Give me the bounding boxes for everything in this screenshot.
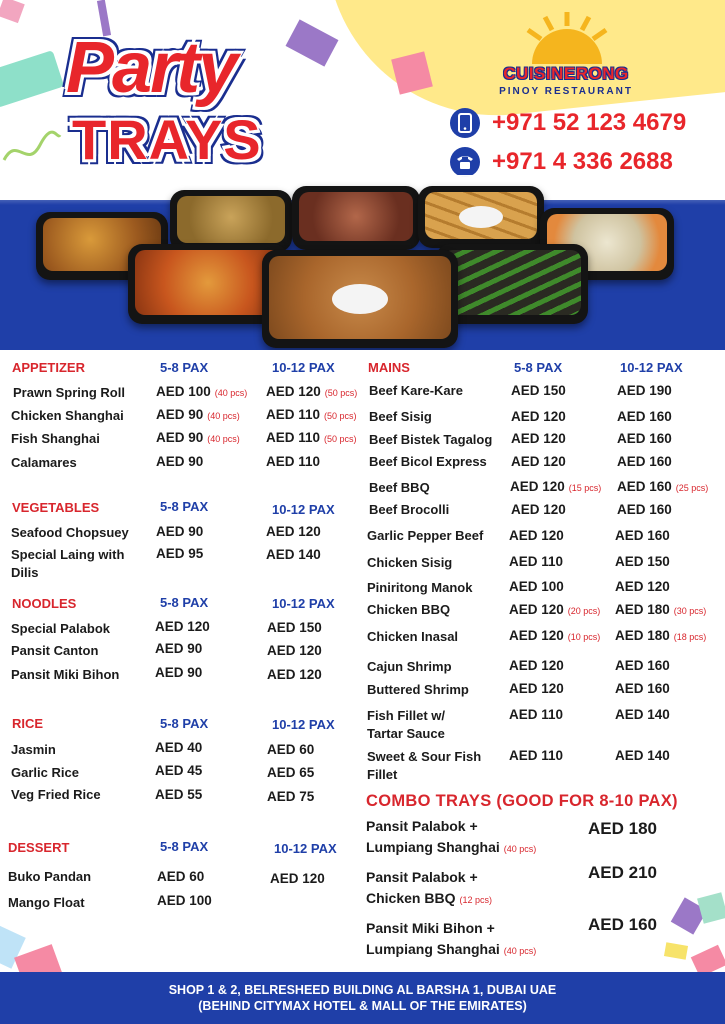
landline-contact	[450, 146, 673, 178]
brand-name: CUISINERONG	[503, 64, 629, 83]
menu-item-price: AED 120	[509, 681, 564, 696]
menu-item-name: Chicken Sisig	[367, 555, 453, 570]
menu-item-price: AED 120	[511, 431, 566, 446]
mobile-phone-icon	[450, 108, 480, 138]
section-title-noodles: NOODLES	[12, 596, 77, 611]
food-tray-image	[436, 244, 588, 324]
menu-item-price: AED 120	[267, 667, 322, 682]
menu-item-name: Pansit Canton	[11, 643, 99, 658]
menu-item-price: AED 90 (40 pcs)	[156, 430, 240, 445]
mobile-phone-number[interactable]: +971 52 123 4679	[492, 109, 687, 136]
menu-item-name: Garlic Rice	[11, 765, 79, 780]
menu-item-name: Beef Bicol Express	[369, 454, 487, 469]
menu-item-name: Garlic Pepper Beef	[367, 528, 484, 543]
pax-header: 10-12 PAX	[272, 596, 335, 611]
menu-item-name: Chicken Inasal	[367, 629, 459, 644]
menu-item-price: AED 90	[156, 524, 204, 539]
menu-item-price: AED 110	[266, 454, 321, 469]
menu-item-name: Beef Bistek Tagalog	[369, 432, 493, 447]
menu-item-price: AED 110	[509, 554, 564, 569]
menu-item-name: Buko Pandan	[8, 869, 92, 884]
menu-item-price: AED 180 (18 pcs)	[615, 628, 707, 643]
menu-item-price: AED 120 (15 pcs)	[510, 479, 602, 494]
section-title-rice: RICE	[12, 716, 44, 731]
menu-item-price: AED 110	[509, 707, 564, 722]
menu-item-name: Seafood Chopsuey	[11, 525, 129, 540]
title-party: Party	[66, 28, 237, 108]
menu-item-price: AED 90	[155, 665, 203, 680]
confetti-decoration	[0, 50, 64, 108]
menu-item-name: Calamares	[11, 455, 77, 470]
menu-item-price: AED 150	[615, 554, 670, 569]
menu-item-price: AED 120 (10 pcs)	[509, 628, 601, 643]
menu-item-price: AED 120	[155, 619, 210, 634]
menu-item-name: Beef Kare-Kare	[369, 383, 463, 398]
pax-header: 10-12 PAX	[272, 717, 335, 732]
menu-item-price: AED 110 (50 pcs)	[266, 430, 357, 445]
menu-item-name: Beef Sisig	[369, 409, 432, 424]
menu-item-price: AED 160	[615, 528, 670, 543]
menu-item-name: Prawn Spring Roll	[13, 385, 125, 400]
address-line: SHOP 1 & 2, BELRESHEED BUILDING AL BARSHA 1, DUBAI UAE	[168, 983, 557, 997]
menu-item-name: Fish Fillet w/ Tartar Sauce	[367, 708, 446, 741]
menu-item-price: AED 150	[267, 620, 322, 635]
pax-header: 10-12 PAX	[620, 360, 683, 375]
menu-item-name: Pansit Miki Bihon	[11, 667, 120, 682]
menu-item-price: AED 160	[617, 454, 672, 469]
menu-item-price: AED 140	[615, 748, 670, 763]
menu-item-name: Special Palabok	[11, 621, 110, 636]
menu-item-price: AED 160 (25 pcs)	[617, 479, 709, 494]
telephone-icon	[450, 147, 480, 177]
menu-item-name: Mango Float	[8, 895, 85, 910]
pax-header: 5-8 PAX	[514, 360, 563, 375]
menu-item-price: AED 120	[511, 502, 566, 517]
menu-item-price: AED 160	[617, 431, 672, 446]
menu-item-price: AED 120	[511, 454, 566, 469]
mobile-contact	[450, 107, 686, 139]
menu-item-price: AED 140	[615, 707, 670, 722]
pax-header: 10-12 PAX	[272, 502, 335, 517]
menu-item-price: AED 55	[155, 787, 203, 802]
menu-item-price: AED 110 (50 pcs)	[266, 407, 357, 422]
menu-item-price: AED 90 (40 pcs)	[156, 407, 240, 422]
menu-item-name: Chicken BBQ	[367, 602, 451, 617]
menu-item-name: Jasmin	[11, 742, 56, 757]
menu-item-price: AED 160	[615, 658, 670, 673]
menu-item-name: Cajun Shrimp	[367, 659, 452, 674]
menu-item-price: AED 60	[157, 869, 205, 884]
combo-item-price: AED 210	[588, 863, 657, 882]
restaurant-logo	[486, 12, 646, 102]
confetti-decoration	[0, 0, 25, 23]
pax-header: 5-8 PAX	[160, 499, 209, 514]
footer-address-bar	[0, 972, 725, 1024]
menu-item-name: Fish Shanghai	[11, 431, 100, 446]
combo-item-price: AED 160	[588, 915, 657, 934]
streamer-decoration	[2, 130, 62, 170]
menu-item-price: AED 120	[267, 643, 322, 658]
menu-item-price: AED 180 (30 pcs)	[615, 602, 707, 617]
pax-header: 10-12 PAX	[272, 360, 335, 375]
menu-item-price: AED 120	[615, 579, 670, 594]
menu-item-price: AED 45	[155, 763, 203, 778]
pax-header: 10-12 PAX	[274, 841, 337, 856]
menu-item-price: AED 100	[157, 893, 212, 908]
menu-item-price: AED 150	[511, 383, 566, 398]
section-title-appetizer: APPETIZER	[12, 360, 85, 375]
pax-header: 5-8 PAX	[160, 716, 209, 731]
menu-item-price: AED 120 (20 pcs)	[509, 602, 601, 617]
pax-header: 5-8 PAX	[160, 360, 209, 375]
menu-item-price: AED 120	[266, 524, 321, 539]
pax-header: 5-8 PAX	[160, 595, 209, 610]
combo-trays-title: COMBO TRAYS (GOOD FOR 8-10 PAX)	[366, 792, 678, 810]
food-tray-image	[418, 186, 544, 248]
menu-item-price: AED 110	[509, 748, 564, 763]
menu-item-price: AED 90	[155, 641, 203, 656]
menu-item-price: AED 160	[615, 681, 670, 696]
combo-item-name: Pansit Miki Bihon + Lumpiang Shanghai (40 pcs)	[366, 920, 537, 957]
section-title-mains: MAINS	[368, 360, 410, 375]
menu-item-price: AED 120	[509, 658, 564, 673]
menu-item-name: Chicken Shanghai	[11, 408, 124, 423]
food-tray-image	[170, 190, 292, 252]
menu-item-price: AED 75	[267, 789, 315, 804]
landline-phone-number[interactable]: +971 4 336 2688	[492, 148, 673, 175]
menu-item-name: Veg Fried Rice	[11, 787, 101, 802]
menu-section	[0, 350, 725, 970]
menu-item-price: AED 140	[266, 547, 321, 562]
menu-item-price: AED 120	[509, 528, 564, 543]
menu-item-name: Sweet & Sour Fish Fillet	[367, 749, 482, 782]
menu-item-price: AED 120	[511, 409, 566, 424]
menu-item-price: AED 40	[155, 740, 203, 755]
menu-item-price: AED 100 (40 pcs)	[156, 384, 248, 399]
menu-item-name: Piniritong Manok	[367, 580, 473, 595]
combo-item-name: Pansit Palabok + Chicken BBQ (12 pcs)	[366, 869, 492, 906]
page-title	[58, 28, 338, 178]
menu-item-price: AED 120 (50 pcs)	[266, 384, 358, 399]
menu-item-price: AED 160	[617, 409, 672, 424]
food-tray-image	[292, 186, 420, 250]
menu-item-price: AED 120	[270, 871, 325, 886]
menu-item-price: AED 65	[267, 765, 315, 780]
food-tray-image	[262, 250, 458, 348]
pax-header: 5-8 PAX	[160, 839, 209, 854]
menu-item-price: AED 100	[509, 579, 564, 594]
section-title-dessert: DESSERT	[8, 840, 70, 855]
section-title-vegetables: VEGETABLES	[12, 500, 100, 515]
menu-item-name: Buttered Shrimp	[367, 682, 469, 697]
address-landmark-line: (BEHIND CITYMAX HOTEL & MALL OF THE EMIRATES)	[198, 999, 527, 1013]
menu-item-price: AED 60	[267, 742, 315, 757]
title-trays: TRAYS	[72, 108, 262, 171]
menu-item-price: AED 160	[617, 502, 672, 517]
menu-item-name: Beef Brocolli	[369, 502, 450, 517]
combo-item-name: Pansit Palabok + Lumpiang Shanghai (40 pcs)	[366, 818, 537, 855]
menu-item-name: Beef BBQ	[369, 480, 430, 495]
menu-item-price: AED 190	[617, 383, 672, 398]
menu-item-name: Special Laing with Dilis	[11, 547, 125, 580]
brand-subtitle: PINOY RESTAURANT	[499, 86, 633, 97]
combo-item-price: AED 180	[588, 819, 657, 838]
menu-item-price: AED 95	[156, 546, 204, 561]
sun-logo-icon	[522, 12, 612, 64]
menu-item-price: AED 90	[156, 454, 204, 469]
